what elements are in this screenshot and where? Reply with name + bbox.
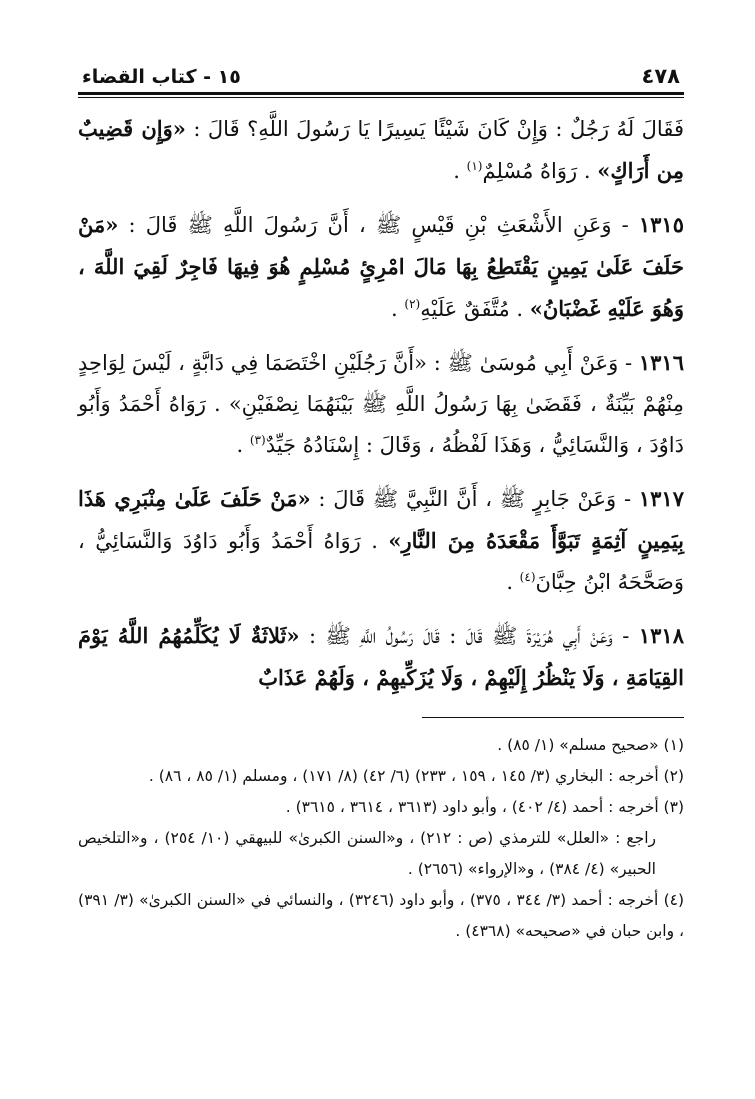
footnote-ref: (٢)	[404, 297, 421, 311]
footnote-1: (١) «صحيح مسلم» (١/ ٨٥) .	[497, 736, 684, 754]
chapter-title: ١٥ - كتاب القضاء	[82, 66, 241, 88]
footnotes	[78, 730, 684, 947]
hadith-number: ١٣١٨	[638, 623, 684, 648]
header-rule-thick	[78, 92, 684, 95]
page-number: ٤٧٨	[641, 64, 680, 88]
hadith-1315: ١٣١٥ - وَعَنِ الأَشْعَثِ بْنِ قَيْسٍ ﷺ ، أَنَّ رَسُولَ اللَّهِ ﷺ قَالَ : «مَنْ حَلَفَ عَلَىٰ يَمِينٍ يَقْتَطِعُ بِهَا مَالَ امْرِئٍ مُسْلِمٍ هُوَ فِيهَا فَاجِرٌ لَقِيَ اللَّهَ ، وَهُوَ عَلَيْهِ غَضْبَانُ» . مُتَّفَقٌ عَلَيْهِ$^{(٢)}$ .	[78, 212, 684, 321]
footnote-separator	[422, 717, 684, 718]
book-page	[78, 50, 684, 947]
footnote-ref: (٣)	[249, 433, 266, 447]
footnote-ref: (٤)	[519, 570, 536, 584]
hadith-1316: ١٣١٦ - وَعَنْ أَبِي مُوسَىٰ ﷺ : «أَنَّ رَجُلَيْنِ اخْتَصَمَا فِي دَابَّةٍ ، لَيْسَ لِوَاحِدٍ مِنْهُمْ بَيِّنَةٌ ، فَقَضَىٰ بِهَا رَسُولُ اللَّهِ ﷺ بَيْنَهُمَا نِصْفَيْنِ» . رَوَاهُ أَحْمَدُ وَأَبُو دَاوُدَ ، وَالنَّسَائِيُّ ، وَهَذَا لَفْظُهُ ، وَقَالَ : إِسْنَادُهُ جَيِّدٌ$^{(٣)}$ .	[78, 350, 684, 457]
footnote-4: (٤) أخرجه : أحمد (٣/ ٣٤٤ ، ٣٧٥) ، وأبو داود (٣٢٤٦) ، والنسائي في «السنن الكبرىٰ» (٣/ ٣٩١) ، وابن حبان في «صحيحه» (٤٣٦٨) .	[78, 891, 685, 940]
main-text	[78, 108, 684, 699]
hadith-1318: ١٣١٨ - وَعَنْ أَبِي هُرَيْرَةَ ﷺ قَالَ : قَالَ رَسُولُ اللَّهِ ﷺ : «ثَلاثَةٌ لَا يُكَلِّمُهُمُ اللَّهُ يَوْمَ القِيَامَةِ ، وَلَا يَنْظُرُ إِلَيْهِمْ ، وَلَا يُزَكِّيهِمْ ، وَلَهُمْ عَذَابٌ	[78, 623, 684, 690]
footnote-2: (٢) أخرجه : البخاري (٣/ ١٤٥ ، ١٥٩ ، ٢٣٣) (٦/ ٤٢) (٨/ ١٧١) ، ومسلم (١/ ٨٥ ، ٨٦) .	[148, 767, 684, 785]
hadith-1317: ١٣١٧ - وَعَنْ جَابِرٍ ﷺ ، أَنَّ النَّبِيَّ ﷺ قَالَ : «مَنْ حَلَفَ عَلَىٰ مِنْبَرِي هَذَا بِيَمِينٍ آثِمَةٍ تَبَوَّأَ مَقْعَدَهُ مِنَ النَّارِ» . رَوَاهُ أَحْمَدُ وَأَبُو دَاوُدَ وَالنَّسَائِيُّ ، وَصَحَّحَهُ ابْنُ حِبَّانَ$^{(٤)}$ .	[78, 486, 685, 594]
hadith-number: ١٣١٧	[638, 486, 684, 511]
footnote-3: (٣) أخرجه : أحمد (٤/ ٤٠٢) ، وأبو داود (٣٦١٣ ، ٣٦١٤ ، ٣٦١٥) .	[285, 798, 684, 816]
paragraph-continuation: فَقَالَ لَهُ رَجُلٌ : وَإِنْ كَانَ شَيْئًا يَسِيرًا يَا رَسُولَ اللَّهِ؟ قَالَ : «وَإِن قَضِيبٌ مِن أَرَاكٍ» . رَوَاهُ مُسْلِمٌ$^{(١)}$ .	[78, 116, 684, 183]
footnote-ref: (١)	[466, 159, 483, 173]
header-rule-thin	[78, 97, 684, 98]
hadith-number: ١٣١٦	[638, 350, 684, 375]
hadith-number: ١٣١٥	[638, 212, 684, 237]
page-header	[78, 50, 684, 88]
footnote-3-reference: راجع : «العلل» للترمذي (ص : ٢١٢) ، و«السنن الكبرىٰ» للبيهقي (١٠/ ٢٥٤) ، و«التلخيص الحبير» (٤/ ٣٨٤) ، و«الإرواء» (٢٦٥٦) .	[78, 829, 656, 878]
